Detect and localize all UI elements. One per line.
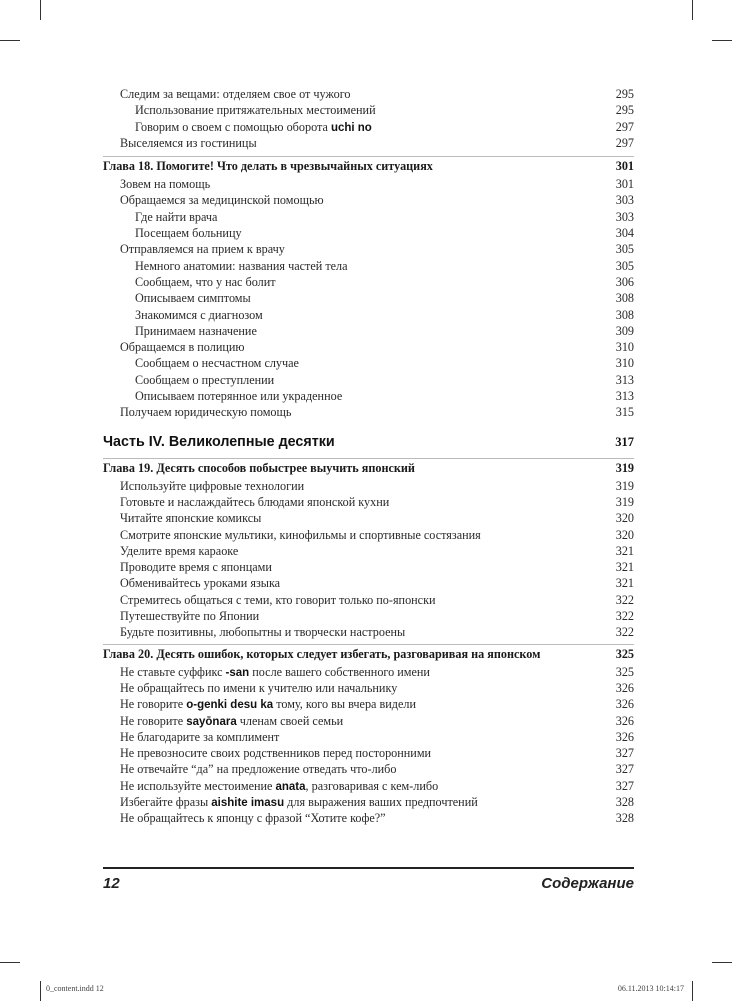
slug-file: 0_content.indd 12	[46, 984, 104, 993]
toc-title-text: Использование притяжательных местоимений	[135, 103, 376, 118]
toc-entry	[103, 608, 634, 624]
toc-title-text: Не обращайтесь к японцу с фразой “Хотите кофе?”	[120, 811, 386, 826]
toc-entry	[103, 290, 634, 306]
toc-page-number: 326	[615, 713, 634, 728]
crop-mark	[712, 962, 732, 963]
toc-title	[120, 592, 436, 608]
toc-title-text: Не говорите	[120, 713, 187, 728]
toc-title	[120, 478, 304, 494]
toc-title-text: Говорим о своем с помощью оборота	[135, 119, 331, 134]
toc-entry	[103, 323, 634, 339]
toc-page-number: 325	[615, 664, 634, 679]
toc-title-text: Принимаем назначение	[135, 323, 257, 338]
toc-title	[120, 510, 261, 526]
toc-entry	[103, 209, 634, 225]
toc-title-text: Смотрите японские мультики, кинофильмы и спортивные состязания	[120, 527, 481, 542]
toc-entry	[103, 510, 634, 526]
toc-page-number: 301	[615, 159, 634, 174]
crop-mark	[40, 981, 41, 1001]
toc-entry	[103, 713, 634, 729]
toc-page-number: 297	[615, 135, 634, 150]
toc-title	[135, 258, 348, 274]
toc-title	[120, 680, 397, 696]
toc-term: anata	[275, 780, 306, 793]
toc-page-number: 327	[615, 762, 634, 777]
toc-page-number: 322	[615, 592, 634, 607]
toc-term: sayōnara	[186, 715, 237, 728]
toc-term: aishite imasu	[211, 796, 285, 809]
toc-entry	[103, 592, 634, 608]
toc-entry	[103, 527, 634, 543]
toc-page-number: 327	[615, 778, 634, 793]
toc-page-number: 320	[615, 511, 634, 526]
toc-page-number: 315	[615, 405, 634, 420]
toc-term: uchi no	[330, 121, 372, 134]
toc-chapter	[103, 156, 634, 175]
toc-title-text: Глава 18. Помогите! Что делать в чрезвычайных ситуациях	[103, 159, 433, 174]
toc-title-text: Глава 19. Десять способов побыстрее выучить японский	[103, 460, 415, 475]
toc-entry	[103, 696, 634, 712]
toc-title-text: Не ставьте суффикс	[120, 664, 226, 679]
toc-title	[135, 307, 263, 323]
toc-title	[135, 119, 372, 135]
toc-title-text: Где найти врача	[135, 209, 218, 224]
toc-title	[120, 608, 259, 624]
toc-title	[120, 176, 210, 192]
toc-title	[103, 158, 433, 175]
toc-page-number: 301	[615, 177, 634, 192]
toc-page-number: 313	[615, 389, 634, 404]
toc-page-number: 319	[615, 460, 634, 475]
toc-title	[120, 339, 245, 355]
toc-title-text: Избегайте фразы	[120, 794, 212, 809]
toc-title-text: Обращаемся в полицию	[120, 340, 245, 355]
toc-entry	[103, 778, 634, 794]
toc-page-number: 306	[615, 274, 634, 289]
toc-page-number: 321	[615, 576, 634, 591]
toc-title	[120, 664, 430, 680]
toc-title	[135, 323, 257, 339]
toc-title-text: Путешествуйте по Японии	[120, 609, 260, 624]
toc-page-number: 305	[615, 258, 634, 273]
toc-title	[120, 543, 238, 559]
toc-title-text: Обращаемся за медицинской помощью	[120, 193, 324, 208]
toc-title	[135, 102, 376, 118]
toc-page-number: 297	[615, 119, 634, 134]
toc-page-number: 325	[615, 646, 634, 661]
toc-title	[120, 192, 324, 208]
toc-page-number: 322	[615, 625, 634, 640]
toc-page-number: 328	[615, 794, 634, 809]
toc-title-text: Получаем юридическую помощь	[120, 405, 292, 420]
toc-title-text: Не превозносите своих родственников перед посторонними	[120, 746, 432, 761]
toc-page-number: 321	[615, 560, 634, 575]
toc-title-text: Не обращайтесь по имени к учителю или начальнику	[120, 680, 398, 695]
toc-title	[135, 372, 274, 388]
toc-title-text: Выселяемся из гостиницы	[120, 135, 257, 150]
toc-entry	[103, 794, 634, 810]
toc-title	[120, 624, 405, 640]
toc-page-number: 327	[615, 746, 634, 761]
table-of-contents	[103, 86, 634, 827]
toc-entry	[103, 339, 634, 355]
toc-title-text: Описываем потерянное или украденное	[135, 389, 343, 404]
toc-title	[120, 527, 481, 543]
toc-part	[103, 431, 634, 453]
toc-page-number: 295	[615, 103, 634, 118]
toc-page-number: 295	[615, 87, 634, 101]
toc-title-text: Готовьте и наслаждайтесь блюдами японской кухни	[120, 494, 390, 509]
toc-title	[135, 290, 251, 306]
toc-entry	[103, 192, 634, 208]
toc-title-text: Уделите время караоке	[120, 543, 239, 558]
toc-title	[120, 494, 389, 510]
toc-page-number: 309	[615, 323, 634, 338]
toc-page-number: 321	[615, 543, 634, 558]
toc-entry	[103, 478, 634, 494]
toc-page-number: 319	[615, 494, 634, 509]
crop-mark	[0, 962, 20, 963]
toc-page-number: 319	[615, 478, 634, 493]
toc-entry	[103, 680, 634, 696]
toc-entry	[103, 241, 634, 257]
toc-page-number: 328	[615, 811, 634, 826]
toc-title-text: Стремитесь общаться с теми, кто говорит только по-японски	[120, 592, 436, 607]
toc-entry	[103, 664, 634, 680]
toc-term: -san	[225, 666, 250, 679]
toc-term: o-genki desu ka	[186, 699, 274, 712]
toc-title	[120, 575, 280, 591]
toc-title-text: Не благодарите за комплимент	[120, 729, 280, 744]
toc-entry	[103, 494, 634, 510]
toc-title-text: Отправляемся на прием к врачу	[120, 242, 285, 257]
toc-entry	[103, 119, 634, 135]
toc-title-text: Следим за вещами: отделяем свое от чужого	[120, 87, 351, 101]
toc-title	[120, 761, 396, 777]
toc-page-number: 326	[615, 729, 634, 744]
crop-mark	[0, 40, 20, 41]
toc-title	[120, 729, 279, 745]
toc-page-number: 326	[615, 680, 634, 695]
toc-entry	[103, 810, 634, 826]
toc-entry	[103, 274, 634, 290]
toc-entry	[103, 225, 634, 241]
toc-title-text: Глава 20. Десять ошибок, которых следует избегать, разговаривая на японском	[103, 646, 541, 661]
toc-title	[120, 810, 386, 826]
page-number: 12	[103, 875, 120, 892]
toc-page-number: 320	[615, 527, 634, 542]
toc-title-text: Не говорите	[120, 697, 187, 712]
toc-title-text: Сообщаем, что у нас болит	[135, 274, 276, 289]
toc-page-number: 310	[615, 356, 634, 371]
toc-title	[120, 135, 257, 151]
toc-entry	[103, 543, 634, 559]
toc-page-number: 322	[615, 609, 634, 624]
toc-title	[135, 274, 276, 290]
toc-entry	[103, 307, 634, 323]
toc-title	[135, 355, 299, 371]
toc-title-text: Проводите время с японцами	[120, 560, 272, 575]
toc-title-text: Часть IV. Великолепные десятки	[103, 433, 335, 450]
toc-title	[120, 86, 350, 102]
toc-entry	[103, 355, 634, 371]
slug-datetime: 06.11.2013 10:14:17	[617, 984, 684, 993]
toc-title	[120, 778, 438, 794]
toc-title-text: тому, кого вы вчера видели	[273, 697, 416, 712]
toc-page-number: 308	[615, 307, 634, 322]
toc-page-number: 326	[615, 697, 634, 712]
toc-entry	[103, 176, 634, 192]
toc-title	[120, 713, 343, 729]
toc-entry	[103, 135, 634, 151]
toc-title	[103, 646, 540, 663]
toc-page-number: 303	[615, 209, 634, 224]
crop-mark	[692, 0, 693, 20]
toc-entry	[103, 102, 634, 118]
toc-chapter	[103, 644, 634, 663]
toc-title	[135, 209, 217, 225]
crop-mark	[692, 981, 693, 1001]
toc-title-text: Не отвечайте “да” на предложение отведать что-либо	[120, 762, 397, 777]
toc-entry	[103, 575, 634, 591]
toc-title	[135, 388, 342, 404]
toc-page-number: 317	[615, 434, 634, 449]
toc-title	[120, 404, 291, 420]
toc-entry	[103, 404, 634, 420]
toc-title-text: Читайте японские комиксы	[120, 511, 262, 526]
toc-title-text: Немного анатомии: названия частей тела	[135, 258, 348, 273]
toc-entry	[103, 388, 634, 404]
toc-title-text: для выражения ваших предпочтений	[284, 794, 478, 809]
toc-page-number: 303	[615, 193, 634, 208]
footer-rule	[103, 867, 634, 869]
toc-entry	[103, 559, 634, 575]
toc-title	[120, 696, 416, 712]
toc-title-text: Посещаем больницу	[135, 226, 242, 241]
toc-page-number: 305	[615, 242, 634, 257]
toc-title-text: после вашего собственного имени	[249, 664, 430, 679]
toc-title-text: Обменивайтесь уроками языка	[120, 576, 281, 591]
toc-title-text: Не используйте местоимение	[120, 778, 276, 793]
toc-entry	[103, 624, 634, 640]
toc-entry	[103, 761, 634, 777]
toc-entry	[103, 258, 634, 274]
toc-title-text: Зовем на помощь	[120, 177, 211, 192]
toc-title-text: Сообщаем о несчастном случае	[135, 356, 299, 371]
toc-title-text: Знакомимся с диагнозом	[135, 307, 263, 322]
toc-title	[135, 225, 242, 241]
toc-page-number: 310	[615, 340, 634, 355]
toc-title-text: Используйте цифровые технологии	[120, 478, 305, 493]
toc-entry	[103, 745, 634, 761]
toc-title	[103, 460, 415, 477]
toc-entry	[103, 729, 634, 745]
toc-entry	[103, 372, 634, 388]
toc-title	[120, 241, 285, 257]
toc-title-text: Описываем симптомы	[135, 291, 251, 306]
toc-title-text: Сообщаем о преступлении	[135, 372, 275, 387]
toc-entry	[103, 86, 634, 102]
toc-title-text: , разговаривая с кем-либо	[305, 778, 439, 793]
toc-title-text: Будьте позитивны, любопытны и творчески настроены	[120, 625, 406, 640]
toc-title	[120, 559, 272, 575]
toc-page-number: 304	[615, 226, 634, 241]
crop-mark	[40, 0, 41, 20]
toc-title	[120, 794, 478, 810]
toc-chapter	[103, 458, 634, 477]
running-footer-section: Содержание	[541, 875, 634, 892]
toc-title	[103, 431, 335, 453]
toc-title-text: членам своей семьи	[236, 713, 344, 728]
crop-mark	[712, 40, 732, 41]
toc-page-number: 313	[615, 372, 634, 387]
toc-title	[120, 745, 431, 761]
toc-page-number: 308	[615, 291, 634, 306]
